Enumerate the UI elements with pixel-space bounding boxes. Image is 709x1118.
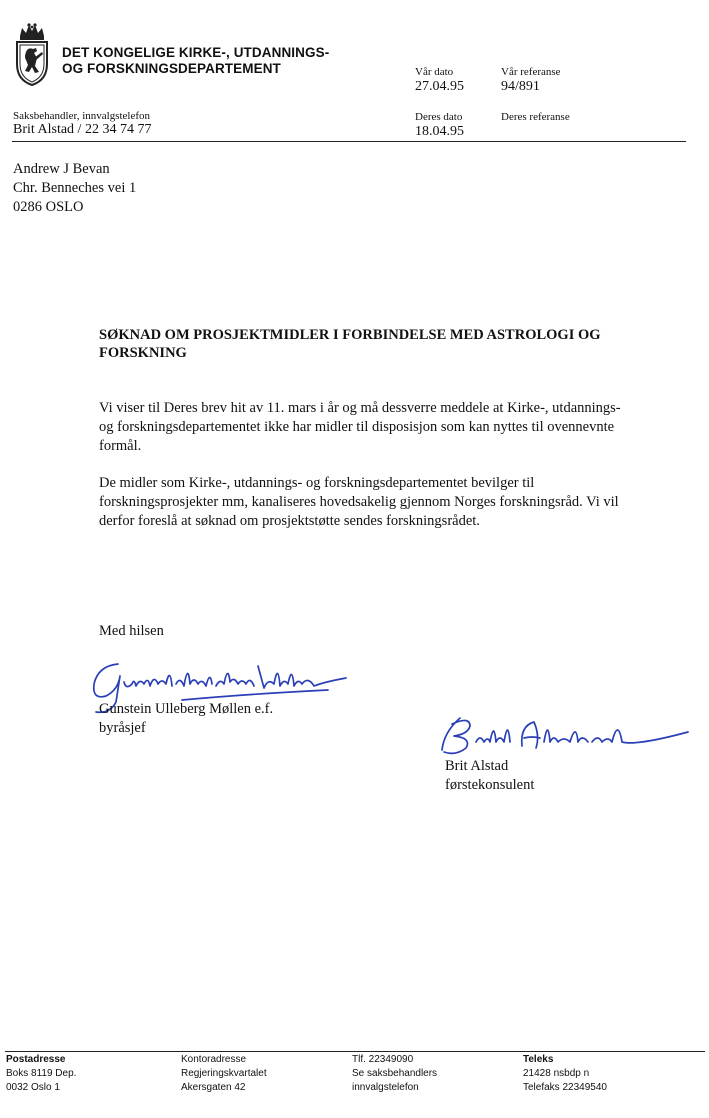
footer-kontor-label: Kontoradresse [181, 1054, 247, 1065]
recipient-city: 0286 OSLO [13, 199, 84, 215]
recipient-name: Andrew J Bevan [13, 161, 110, 177]
department-name-line2: OG FORSKNINGSDEPARTEMENT [62, 61, 281, 76]
footer-tlf-line2: innvalgstelefon [352, 1082, 419, 1093]
letter-subject [99, 326, 601, 362]
footer-tlf-label: Tlf. 22349090 [352, 1054, 414, 1065]
recipient-address [13, 160, 136, 217]
header-divider [12, 141, 686, 142]
saksbehandler-label: Saksbehandler, innvalgstelefon [13, 110, 151, 122]
deres-dato-label: Deres dato [415, 111, 463, 123]
var-referanse-label: Vår referanse [501, 66, 561, 78]
footer-teleks [523, 1053, 607, 1095]
footer-postadresse [6, 1053, 76, 1095]
footer-kontoradresse [181, 1053, 267, 1095]
paragraph-2-line3: derfor foreslå at søknad om prosjektstøtte sendes forskningsrådet. [99, 513, 480, 529]
paragraph-2-line1: De midler som Kirke-, utdannings- og forskningsdepartementet bevilger til [99, 475, 535, 491]
var-dato-value: 27.04.95 [415, 79, 464, 94]
recipient-street: Chr. Benneches vei 1 [13, 180, 137, 196]
subject-line1: SØKNAD OM PROSJEKTMIDLER I FORBINDELSE MED ASTROLOGI OG [99, 327, 601, 343]
footer-teleks-line1: 21428 nsbdp n [523, 1068, 590, 1079]
closing-greeting: Med hilsen [99, 623, 164, 639]
footer-kontor-line1: Regjeringskvartalet [181, 1068, 267, 1079]
saksbehandler-value: Brit Alstad / 22 34 74 77 [13, 122, 152, 137]
footer-telefon [352, 1053, 437, 1095]
coat-of-arms-icon [12, 22, 52, 86]
paragraph-2 [99, 474, 619, 531]
subject-line2: FORSKNING [99, 345, 187, 361]
footer-kontor-line2: Akersgaten 42 [181, 1082, 246, 1093]
paragraph-1 [99, 399, 621, 456]
footer-post-line2: 0032 Oslo 1 [6, 1082, 60, 1093]
deres-referanse-label: Deres referanse [501, 111, 570, 123]
footer-post-label: Postadresse [6, 1054, 66, 1065]
var-dato-label: Vår dato [415, 66, 454, 78]
left-signatory-title: byråsjef [99, 720, 146, 736]
left-signatory [99, 700, 273, 738]
paragraph-1-line1: Vi viser til Deres brev hit av 11. mars i år og må dessverre meddele at Kirke-, utdannings- [99, 400, 621, 416]
var-referanse-value: 94/891 [501, 79, 540, 94]
footer-tlf-line1: Se saksbehandlers [352, 1068, 438, 1079]
department-name-line1: DET KONGELIGE KIRKE-, UTDANNINGS- [62, 45, 330, 60]
right-signatory [445, 757, 534, 795]
footer-teleks-label: Teleks [523, 1054, 554, 1065]
paragraph-1-line2: og forskningsdepartementet ikke har midler til disposisjon som kan nyttes til ovennevnte [99, 419, 615, 435]
footer-teleks-line2: Telefaks 22349540 [523, 1082, 607, 1093]
right-signatory-title: førstekonsulent [445, 777, 535, 793]
footer-divider [5, 1051, 705, 1052]
paragraph-2-line2: forskningsprosjekter mm, kanaliseres hovedsakelig gjennom Norges forskningsråd. Vi vil [99, 494, 619, 510]
footer-post-line1: Boks 8119 Dep. [6, 1068, 77, 1079]
handwritten-signature-right [436, 712, 692, 760]
right-signatory-name: Brit Alstad [445, 758, 509, 774]
deres-dato-value: 18.04.95 [415, 124, 464, 139]
department-name [62, 45, 329, 77]
left-signatory-name: Gunstein Ulleberg Møllen e.f. [99, 701, 274, 717]
paragraph-1-line3: formål. [99, 438, 142, 454]
